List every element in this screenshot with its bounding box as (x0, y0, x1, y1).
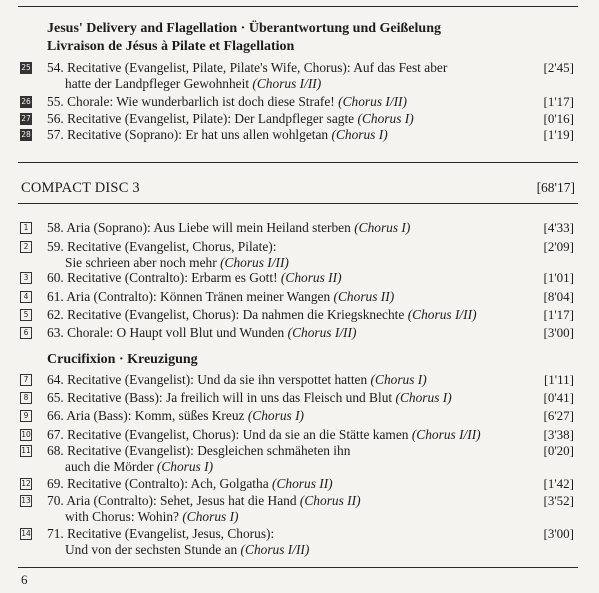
track-title: 68. Recitative (Evangelist): Desgleichen schmäheten ihn (47, 443, 351, 458)
track-number: 6 (20, 327, 32, 339)
track-duration: [1'01] (543, 270, 574, 285)
track-duration: [2'09] (543, 239, 574, 254)
track-title: 62. Recitative (Evangelist, Chorus): Da nahmen die Kriegsknechte (Chorus I/II) (47, 307, 477, 322)
track-title: 56. Recitative (Evangelist, Pilate): Der Landpfleger sagte (Chorus I) (47, 111, 414, 126)
track-number: 7 (20, 374, 32, 386)
track-duration: [8'04] (543, 289, 574, 304)
track-title-cont: auch die Mörder (Chorus I) (65, 459, 214, 474)
track-title-cont: hatte der Landpfleger Gewohnheit (Chorus I/II) (65, 76, 322, 91)
track-number: 10 (21, 430, 31, 439)
track-number: 5 (20, 309, 32, 321)
track-duration: [1'11] (543, 372, 574, 387)
track-number: 25 (21, 63, 31, 72)
track-title: 57. Recitative (Soprano): Er hat uns allen wohlgetan (Chorus I) (47, 127, 388, 142)
track-title-cont: with Chorus: Wohin? (Chorus I) (65, 509, 239, 524)
track-title-cont: Und von der sechsten Stunde an (Chorus I/II) (65, 542, 310, 557)
track-number: 26 (21, 97, 31, 106)
track-duration: [0'41] (543, 390, 574, 405)
track-number: 11 (21, 446, 31, 455)
track-title: 65. Recitative (Bass): Ja freilich will in uns das Fleisch und Blut (Chorus I) (47, 390, 452, 405)
track-number: 4 (20, 291, 32, 303)
track-number: 14 (21, 529, 31, 538)
track-title: 63. Chorale: O Haupt voll Blut und Wunden (Chorus I/II) (47, 325, 357, 340)
track-duration: [4'33] (543, 220, 574, 235)
disc-duration: [68'17] (536, 180, 575, 195)
track-duration: [1'19] (543, 127, 574, 142)
track-title: 66. Aria (Bass): Komm, süßes Kreuz (Chorus I) (47, 408, 305, 423)
track-title: 59. Recitative (Evangelist, Chorus, Pilate): (47, 239, 277, 254)
track-duration: [6'27] (543, 408, 574, 423)
track-title: 64. Recitative (Evangelist): Und da sie ihn verspottet hatten (Chorus I) (47, 372, 427, 387)
bottom-rule (18, 567, 578, 568)
track-title: 55. Chorale: Wie wunderbarlich ist doch diese Strafe! (Chorus I/II) (47, 94, 407, 109)
track-title: 71. Recitative (Evangelist, Jesus, Chorus): (47, 526, 275, 541)
track-title: 60. Recitative (Contralto): Erbarm es Gott! (Chorus II) (47, 270, 342, 285)
track-title: 54. Recitative (Evangelist, Pilate, Pilate's Wife, Chorus): Auf das Fest aber (47, 60, 448, 75)
track-duration: [3'38] (543, 427, 574, 442)
track-number: 13 (21, 496, 31, 505)
track-title: 67. Recitative (Evangelist, Chorus): Und da sie an die Stätte kamen (Chorus I/II) (47, 427, 481, 442)
track-duration: [2'45] (543, 60, 574, 75)
track-duration: [1'17] (543, 94, 574, 109)
disc-title: COMPACT DISC 3 (21, 180, 140, 196)
section-heading-crucifixion: Crucifixion · Kreuzigung (47, 352, 198, 367)
track-title: 69. Recitative (Contralto): Ach, Golgatha (Chorus II) (47, 476, 333, 491)
section-heading-delivery: Jesus' Delivery and Flagellation · Überantwortung und Geißelung (47, 21, 441, 36)
track-duration: [0'16] (543, 111, 574, 126)
disc-rule-top (18, 162, 578, 163)
disc-rule-bottom (18, 203, 578, 204)
track-title: 61. Aria (Contralto): Können Tränen meiner Wangen (Chorus II) (47, 289, 395, 304)
track-duration: [3'52] (543, 493, 574, 508)
track-number: 8 (20, 392, 32, 404)
track-number: 27 (21, 114, 31, 123)
page-number: 6 (21, 572, 28, 587)
track-number: 28 (21, 130, 31, 139)
track-duration: [1'42] (543, 476, 574, 491)
track-number: 3 (20, 272, 32, 284)
track-duration: [3'00] (543, 325, 574, 340)
track-number: 9 (20, 410, 32, 422)
top-rule (18, 6, 578, 7)
track-title-cont: Sie schrieen aber noch mehr (Chorus I/II) (65, 255, 289, 270)
track-number: 2 (20, 241, 32, 253)
track-duration: [1'17] (543, 307, 574, 322)
track-number: 12 (21, 479, 31, 488)
track-title: 70. Aria (Contralto): Sehet, Jesus hat die Hand (Chorus II) (47, 493, 361, 508)
track-duration: [0'20] (543, 443, 574, 458)
section-heading-delivery-fr: Livraison de Jésus à Pilate et Flagellation (47, 39, 295, 54)
track-title: 58. Aria (Soprano): Aus Liebe will mein Heiland sterben (Chorus I) (47, 220, 411, 235)
track-number: 1 (20, 222, 32, 234)
track-duration: [3'00] (543, 526, 574, 541)
